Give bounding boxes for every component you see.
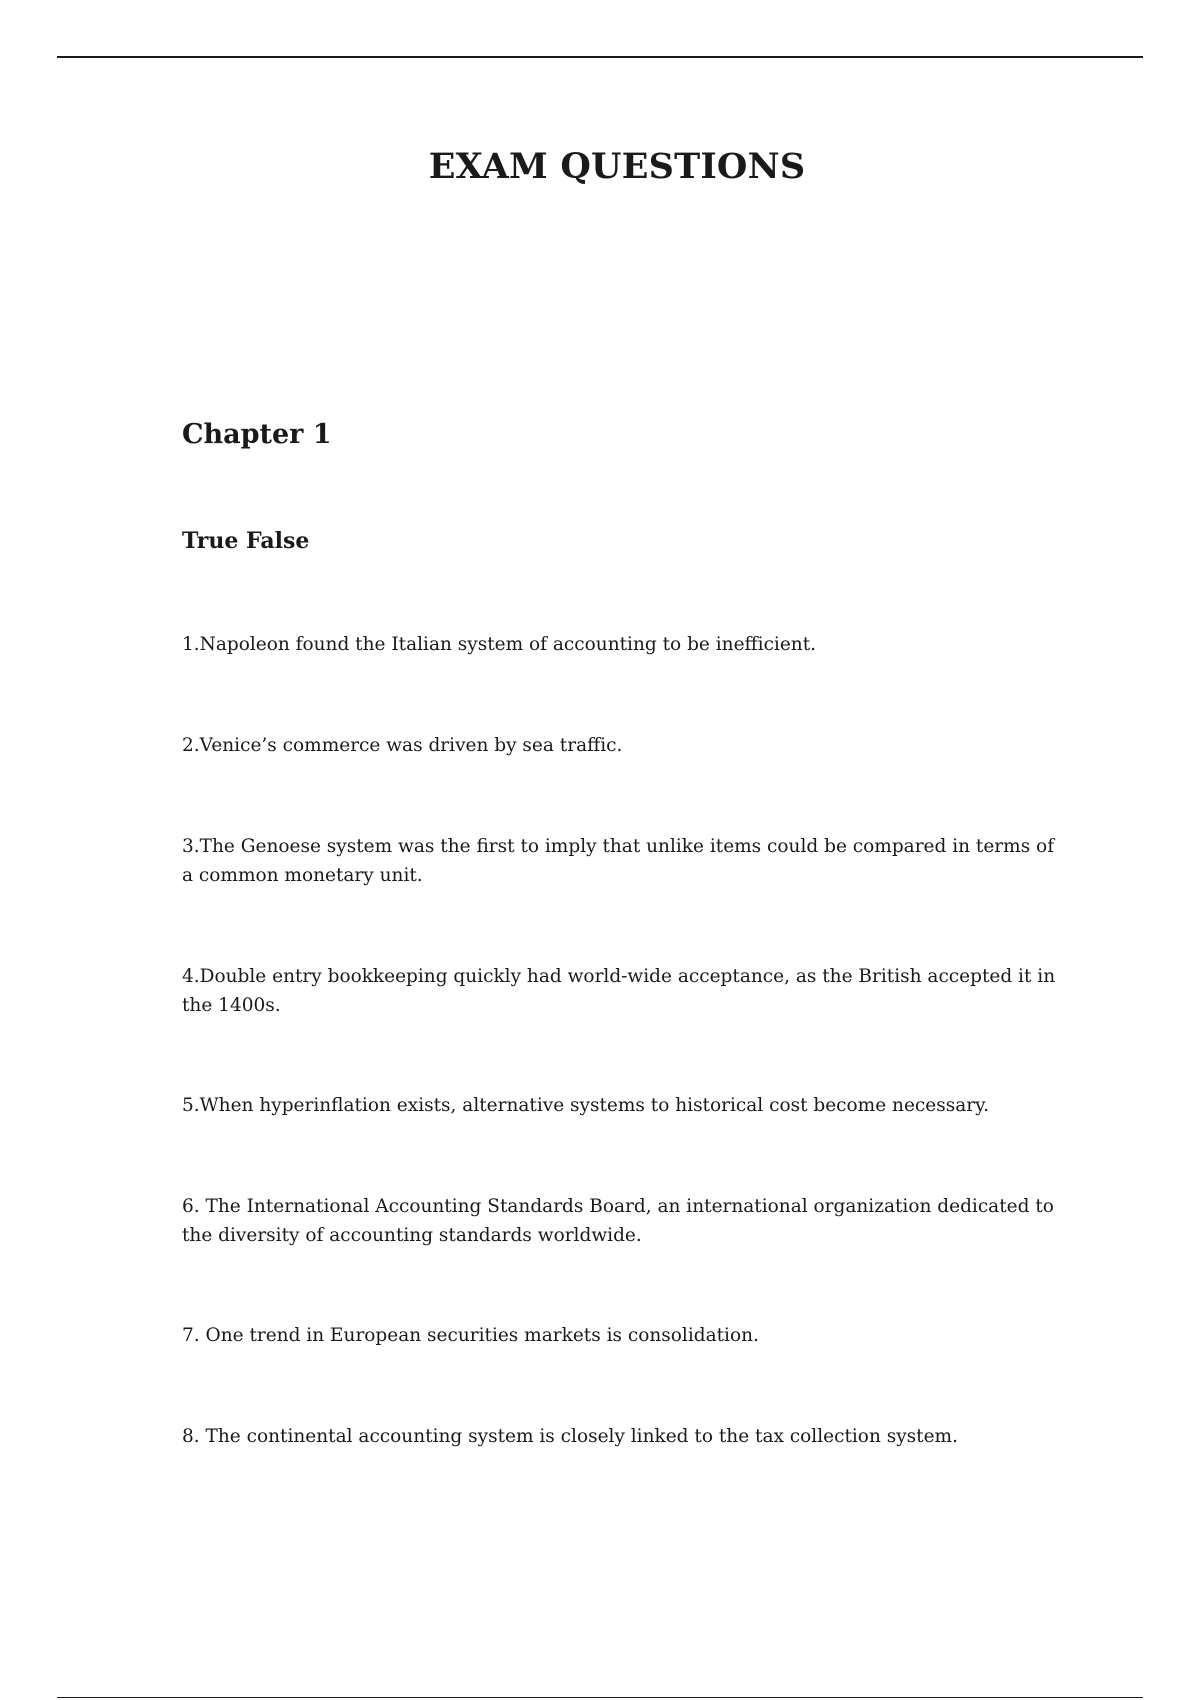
question-6: 6. The International Accounting Standards Board, an international organization dedicated to the diversity of accounting standards worldwide. [182, 1196, 1054, 1246]
question-4: 4.Double entry bookkeeping quickly had world-wide acceptance, as the British accepted it in the 1400s. [182, 966, 1056, 1016]
question-8: 8. The continental accounting system is closely linked to the tax collection system. [182, 1426, 958, 1447]
question-2: 2.Venice’s commerce was driven by sea traffic. [182, 735, 623, 756]
chapter-heading: Chapter 1 [182, 419, 332, 450]
top-rule [57, 56, 1143, 58]
question-1: 1.Napoleon found the Italian system of accounting to be inefficient. [182, 634, 817, 655]
section-heading: True False [182, 528, 310, 554]
question-7: 7. One trend in European securities markets is consolidation. [182, 1325, 759, 1346]
question-3: 3.The Genoese system was the first to imply that unlike items could be compared in terms of a common monetary unit. [182, 836, 1055, 886]
page-title: EXAM QUESTIONS [428, 146, 806, 187]
question-5: 5.When hyperinflation exists, alternative systems to historical cost become necessary. [182, 1095, 989, 1116]
bottom-rule [57, 1697, 1143, 1698]
